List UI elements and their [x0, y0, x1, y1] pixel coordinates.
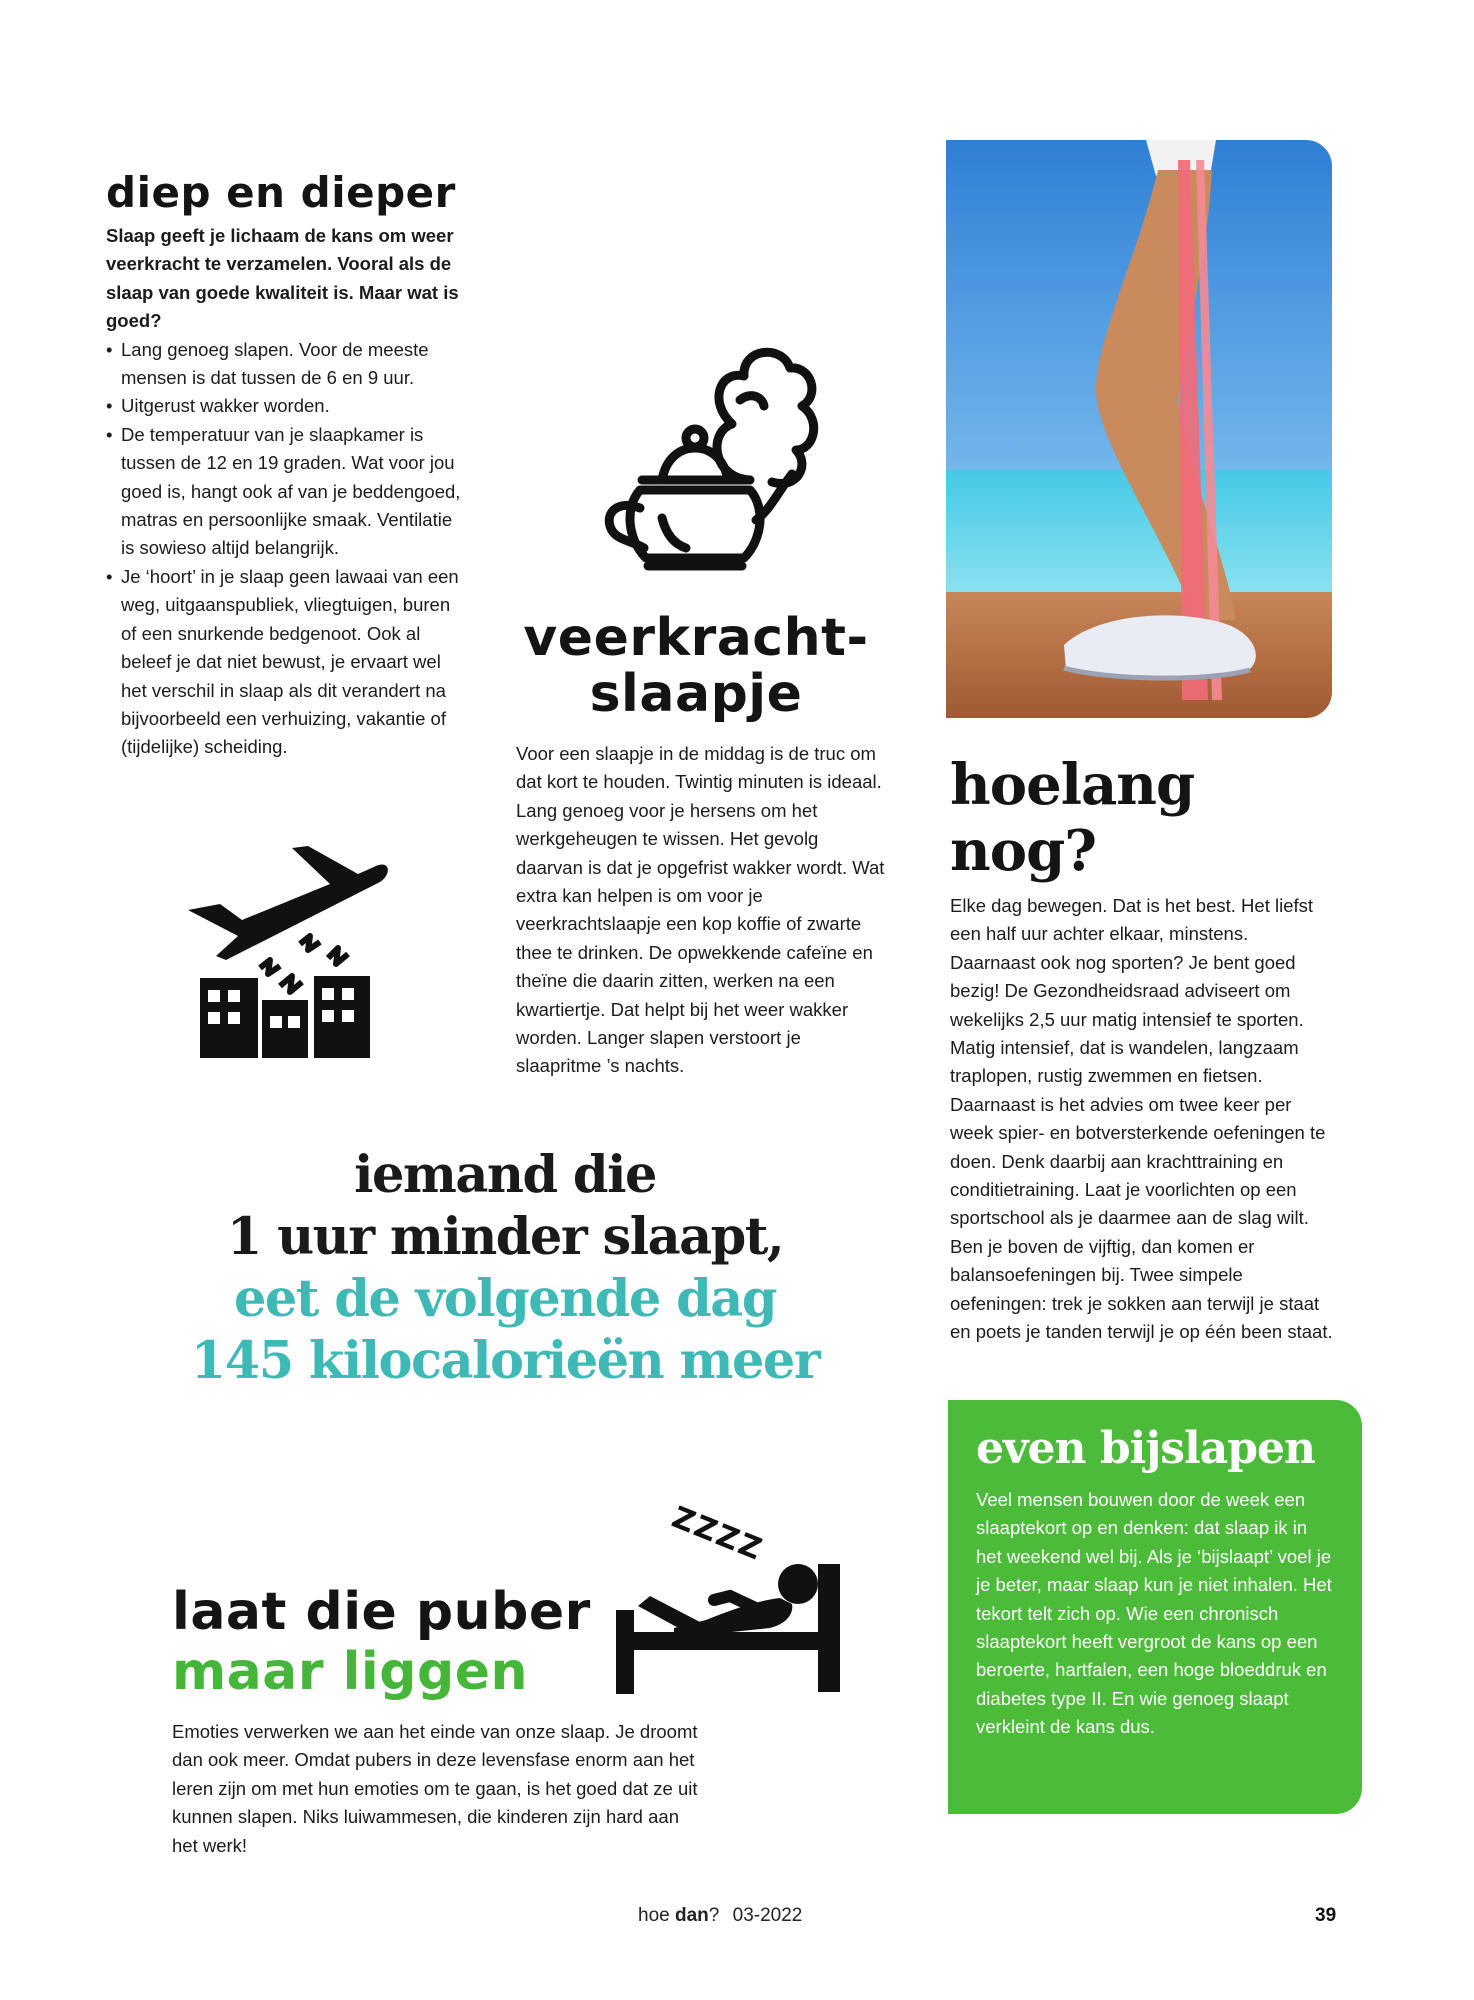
- section-title: even bijslapen: [976, 1423, 1316, 1474]
- quote-line: 1 uur minder slaapt,: [226, 1207, 784, 1267]
- section-title: diep en dieper: [106, 168, 456, 217]
- quote-line-highlight: 145 kilocalorieën meer: [190, 1331, 820, 1391]
- list-item: • Uitgerust wakker worden.: [106, 392, 466, 420]
- section-title: [516, 610, 876, 722]
- airplane-noise-icon: [180, 840, 390, 1060]
- photo-leg-resistance-band: [946, 140, 1332, 718]
- sidebar-box-catch-up-sleep: [948, 1400, 1362, 1814]
- quote-line-highlight: eet de volgende dag: [233, 1269, 776, 1329]
- footer-magazine: [638, 1905, 802, 1927]
- section-body: Voor een slaapje in de middag is de truc om dat kort te houden. Twintig minuten is ideaal. Lang genoeg voor je hersens om het werkgeheugen te wissen. Het gevolg daarvan is dat je opgefrist wakker wordt. Wat extra kan helpen is om voor je veerkrachtslaapje een kop koffie of zwarte thee te drinken. De opwekkende cafeïne en theïne die daarin zitten, werken na een kwartiertje. Dat helpt bij het weer wakker worden. Langer slapen verstoort je slaapritme ’s nachts.: [516, 743, 885, 1077]
- magazine-name-suffix: ?: [708, 1905, 720, 1926]
- quote-line: iemand die: [354, 1145, 656, 1205]
- title-line: veerkracht-: [523, 608, 869, 668]
- section-body: Emoties verwerken we aan het einde van onze slaap. Je droomt dan ook meer. Omdat pubers in deze levensfase enorm aan het leren zijn om met hun emoties om te gaan, is het goed dat ze uit kunnen slapen. Niks luiwammesen, die kinderen zijn hard aan het werk!: [172, 1721, 698, 1856]
- section-intro: Slaap geeft je lichaam de kans om weer veerkracht te verzamelen. Vooral als de slaap van goede kwaliteit is. Maar wat is goed?: [106, 225, 459, 332]
- section-body: Veel mensen bouwen door de week een slaaptekort op en denken: dat slaap ik in het weekend wel bij. Als je ‘bijslaapt’ voel je je beter, maar slaap kun je niet inhalen. Het tekort telt zich op. Wie een chronisch slaaptekort heeft vergroot de kans op een beroerte, hartfalen, een hoge bloeddruk en diabetes type II. En wie genoeg slaapt verkleint de kans dus.: [976, 1489, 1332, 1738]
- section-how-long: [950, 752, 1338, 1347]
- pull-quote: [150, 1144, 860, 1392]
- magazine-name-bold: dan: [674, 1905, 709, 1926]
- section-title: hoelang nog?: [950, 752, 1195, 884]
- issue-label: 03-2022: [732, 1905, 803, 1926]
- title-line: laat die puber: [172, 1582, 591, 1642]
- teapot-icon: [600, 340, 820, 600]
- list-item: • Je ‘hoort’ in je slaap geen lawaai van een weg, uitgaanspubliek, vliegtuigen, buren of een snurkende bedgenoot. Ook al beleef je dat niet bewust, je ervaart wel het verschil in slaap als dit verandert na bijvoorbeeld een verhuizing, vakantie of (tijdelijke) scheiding.: [106, 563, 466, 762]
- section-title: [172, 1582, 702, 1702]
- section-power-nap: [516, 608, 885, 1081]
- zzz-text: ZZZZ: [666, 1500, 769, 1569]
- section-body: Elke dag bewegen. Dat is het best. Het liefst een half uur achter elkaar, minstens. Daarnaast ook nog sporten? Je bent goed bezig! De Gezondheidsraad adviseert om wekelijks 2,5 uur matig intensief te sporten. Matig intensief, dat is wandelen, langzaam traplopen, rustig zwemmen en fietsen. Daarnaast is het advies om twee keer per week spier- en botversterkende oefeningen te doen. Denk daarbij aan krachttraining en conditietraining. Laat je voorlichten op een sportschool als je daarmee aan de slag wilt. Ben je boven de vijftig, dan komen er balansoefeningen bij. Twee simpele oefeningen: trek je sokken aan terwijl je staat en poets je tanden terwijl je op één been staat.: [950, 895, 1333, 1343]
- section-deep-sleep: [106, 168, 466, 762]
- magazine-name-prefix: hoe: [638, 1905, 675, 1926]
- page-number: 39: [1315, 1905, 1337, 1926]
- title-line: slaapje: [589, 664, 803, 724]
- list-item: • De temperatuur van je slaapkamer is tussen de 12 en 19 graden. Wat voor jou goed is, hangt ook af van je beddengoed, matras en persoonlijke smaak. Ventilatie is sowieso altijd belangrijk.: [106, 421, 466, 563]
- section-teen-sleep: [172, 1582, 702, 1860]
- bullet-list: [106, 336, 466, 762]
- title-line-highlight: maar liggen: [172, 1642, 528, 1702]
- list-item: • Lang genoeg slapen. Voor de meeste mensen is dat tussen de 6 en 9 uur.: [106, 336, 466, 393]
